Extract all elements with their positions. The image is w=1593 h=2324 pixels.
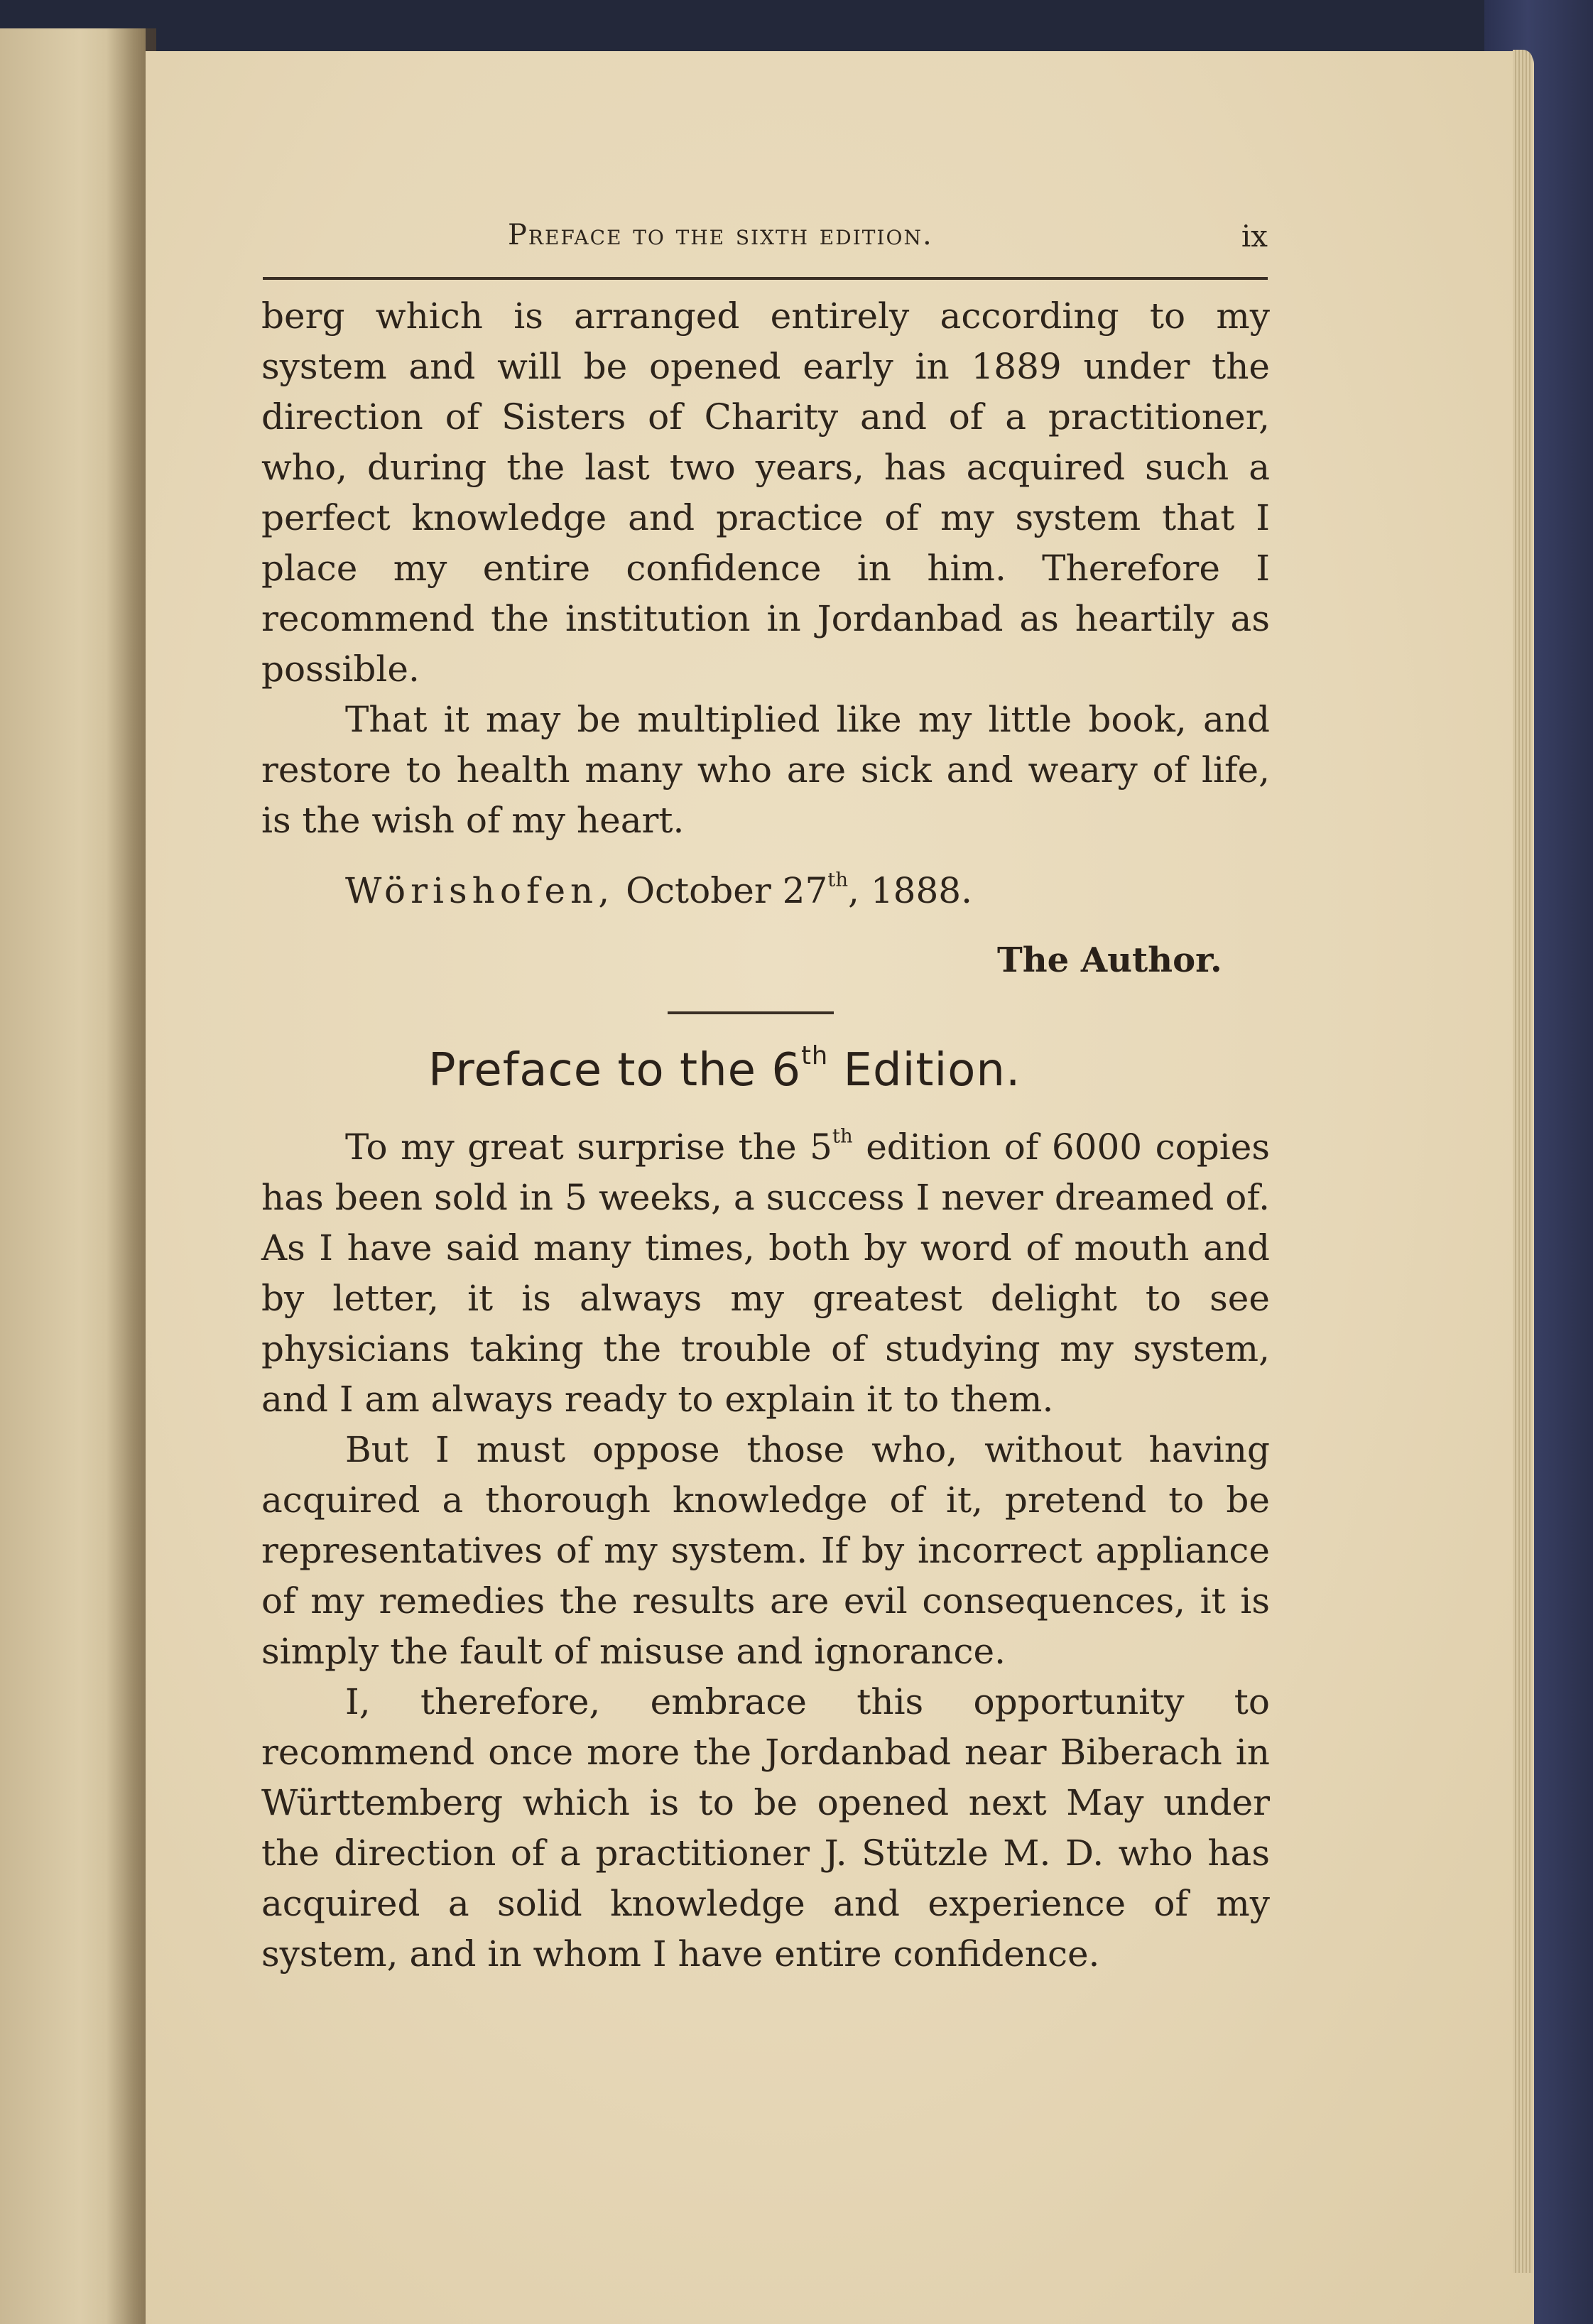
section-heading — [428, 1041, 1021, 1097]
section-paragraph-2: But I must oppose those who, without having acquired a thorough knowledge of it, pretend to be representatives of my system. If by incorrect appliance of my remedies the results are evil consequences, it is simply the fault of misuse and ignorance. — [261, 1429, 1270, 1672]
section-divider — [668, 1011, 834, 1014]
page-number: ix — [1241, 219, 1268, 254]
section-paragraph-1-start: To my great surprise the 5 — [345, 1126, 832, 1168]
edition-superscript: th — [832, 1124, 853, 1148]
page-header — [263, 213, 1268, 280]
continuation-paragraph-2: That it may be multiplied like my little book, and restore to health many who are sick and weary of life, is the wish of my heart. — [261, 699, 1270, 841]
continuation-text — [261, 291, 1270, 846]
heading-suffix: Edition. — [828, 1044, 1021, 1097]
date-text: October 27 — [626, 870, 828, 911]
page-stack-edge — [1513, 50, 1533, 2273]
place-and-date — [345, 870, 972, 911]
running-title: Preface to the sixth edition. — [508, 219, 933, 251]
section-paragraph-3: I, therefore, embrace this opportunity to recommend once more the Jordanbad near Biberach in Württemberg which is to be opened next May under the direction of a practitioner J. Stützle M. D. who has acquired a solid knowledge and experience of my system, and in whom I have entire confidence. — [261, 1681, 1270, 1975]
signature: The Author. — [997, 940, 1222, 980]
date-year: , 1888. — [848, 870, 972, 911]
date-superscript: th — [827, 868, 849, 891]
heading-superscript: th — [801, 1041, 829, 1071]
section-text — [261, 1122, 1270, 1980]
place-name: Wörishofen, — [345, 870, 615, 911]
continuation-paragraph-1: berg which is arranged entirely according to my system and will be opened early in 1889 under the direction of Sisters of Charity and of a practitioner, who, during the last two years, has acquired such a perfect knowledge and practice of my system that I place my entire confidence in him. Therefore I recommend the institution in Jordanbad as heartily as possible. — [261, 295, 1270, 690]
heading-text: Preface to the 6 — [428, 1044, 802, 1097]
section-paragraph-1 — [261, 1122, 1270, 1425]
section-paragraph-1-rest: edition of 6000 copies has been sold in 5 weeks, a success I never dreamed of. As I have said many times, both by word of mouth and by letter, it is always my greatest delight to see physicians taking the trouble of studying my system, and I am always ready to explain it to them. — [261, 1126, 1270, 1420]
